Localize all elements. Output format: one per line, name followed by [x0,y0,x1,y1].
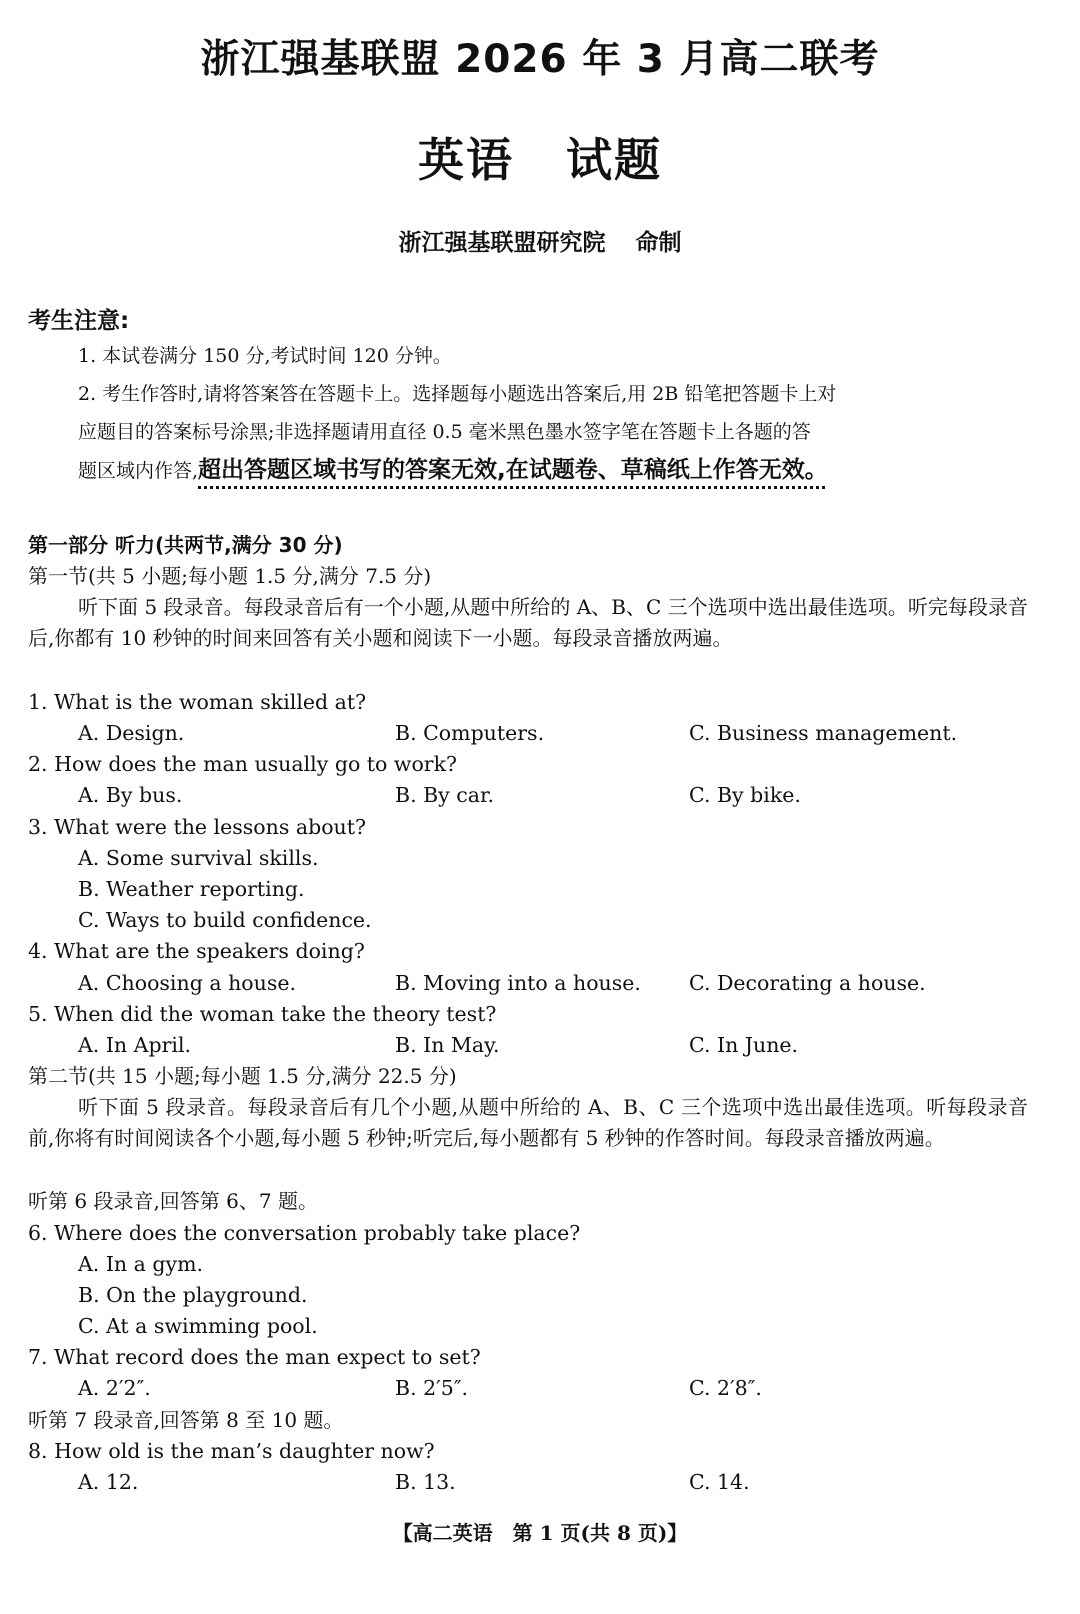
question-3-option-b: B. Weather reporting. [78,877,305,901]
question-5-option-b: B. In May. [395,1033,500,1057]
paper-type: 试题 [566,133,662,187]
author-suffix: 命制 [635,230,682,256]
section2-instructions: 听下面 5 段录音。每段录音后有几个小题,从题中所给的 A、B、C 三个选项中选出最佳选项。听每段录音前,你将有时间阅读各个小题,每小题 5 秒钟;听完后,每小题都有 5 秒钟的作答时间。每段录音播放两遍。 [28,1095,1028,1150]
question-5-option-a: A. In April. [78,1033,192,1057]
part1-heading: 第一部分 听力(共两节,满分 30 分) [28,533,343,557]
passage-7-instruction: 听第 7 段录音,回答第 8 至 10 题。 [28,1408,344,1432]
question-8-option-b: B. 13. [395,1470,456,1494]
notice-emphasis: 超出答题区域书写的答案无效,在试题卷、草稿纸上作答无效。 [198,457,828,483]
question-1-stem: 1. What is the woman skilled at? [28,690,367,714]
author-name: 浙江强基联盟研究院 [398,230,606,256]
question-2-option-b: B. By car. [395,783,495,807]
question-8-option-a: A. 12. [78,1470,139,1494]
question-5-stem: 5. When did the woman take the theory test? [28,1002,497,1026]
question-6-option-a: A. In a gym. [78,1252,204,1276]
notice-item-2-line-3-start: 题区域内作答, [78,460,199,482]
question-6-option-c: C. At a swimming pool. [78,1314,318,1338]
section2-heading: 第二节(共 15 小题;每小题 1.5 分,满分 22.5 分) [28,1064,457,1088]
question-2-stem: 2. How does the man usually go to work? [28,752,457,776]
exam-title: 浙江强基联盟 2026 年 3 月高二联考 [200,37,880,82]
notice-item-1: 1. 本试卷满分 150 分,考试时间 120 分钟。 [78,345,452,367]
question-4-option-a: A. Choosing a house. [78,971,296,995]
question-6-option-b: B. On the playground. [78,1283,308,1307]
page-footer: 【高二英语 第 1 页(共 8 页)】 [392,1521,688,1545]
notice-item-2-line-3 [78,451,1048,490]
question-3-option-c: C. Ways to build confidence. [78,908,372,932]
section1-instructions: 听下面 5 段录音。每段录音后有一个小题,从题中所给的 A、B、C 三个选项中选出最佳选项。听完每段录音后,你都有 10 秒钟的时间来回答有关小题和阅读下一小题。每段录音播放两遍。 [28,595,1028,650]
question-3-option-a: A. Some survival skills. [78,846,319,870]
subject-name: 英语 [418,133,514,187]
question-8-option-c: C. 14. [689,1470,750,1494]
question-1-option-a: A. Design. [78,721,185,745]
passage-6-instruction: 听第 6 段录音,回答第 6、7 题。 [28,1189,318,1213]
question-1-option-c: C. Business management. [689,721,958,745]
question-7-option-a: A. 2′2″. [78,1376,151,1400]
question-5-option-c: C. In June. [689,1033,799,1057]
notice-item-2-line-1: 2. 考生作答时,请将答案答在答题卡上。选择题每小题选出答案后,用 2B 铅笔把答题卡上对 [78,383,837,405]
question-6-stem: 6. Where does the conversation probably take place? [28,1221,581,1245]
subject-title [0,124,1080,190]
notice-item-2-line-2: 应题目的答案标号涂黑;非选择题请用直径 0.5 毫米黑色墨水签字笔在答题卡上各题的答 [78,421,811,443]
question-8-stem: 8. How old is the man’s daughter now? [28,1439,435,1463]
question-7-option-c: C. 2′8″. [689,1376,762,1400]
question-2-option-a: A. By bus. [78,783,183,807]
question-4-option-b: B. Moving into a house. [395,971,641,995]
question-1-option-b: B. Computers. [395,721,545,745]
question-2-option-c: C. By bike. [689,783,801,807]
notice-heading: 考生注意: [28,308,130,334]
question-3-stem: 3. What were the lessons about? [28,815,366,839]
question-4-option-c: C. Decorating a house. [689,971,926,995]
question-7-option-b: B. 2′5″. [395,1376,469,1400]
question-7-stem: 7. What record does the man expect to set? [28,1345,481,1369]
question-4-stem: 4. What are the speakers doing? [28,939,365,963]
author-line [0,224,1080,257]
section1-heading: 第一节(共 5 小题;每小题 1.5 分,满分 7.5 分) [28,564,432,588]
